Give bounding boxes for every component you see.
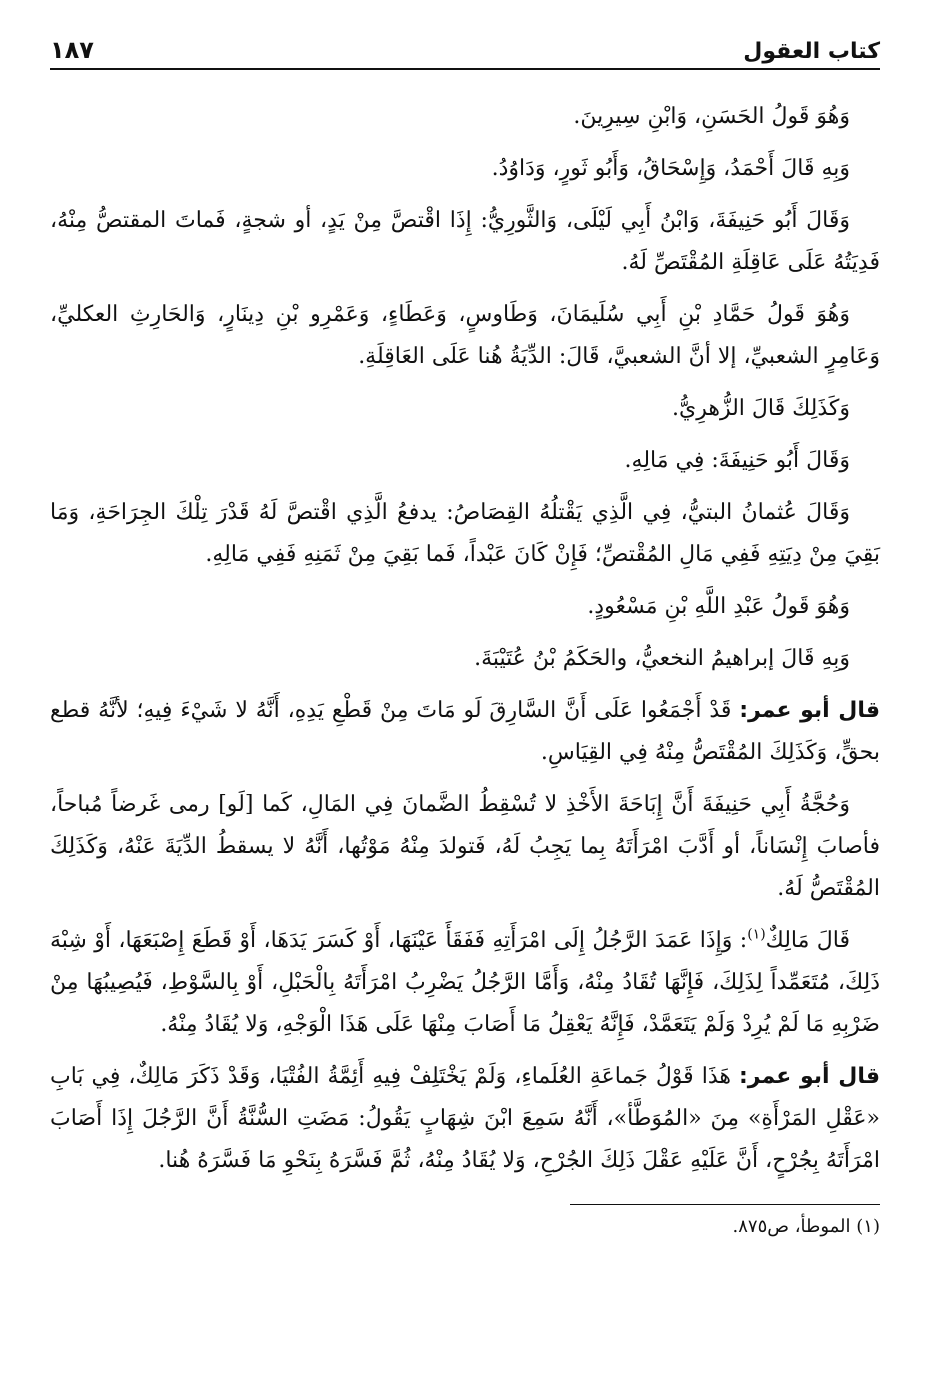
footnote: (١) الموطأ، ص٨٧٥. <box>732 1216 880 1237</box>
body-text <box>50 96 880 1182</box>
page-number: ١٨٧ <box>50 36 94 64</box>
footnote-divider <box>570 1204 880 1205</box>
page-header <box>50 30 880 70</box>
paragraph: وَقَالَ أَبُو حَنِيفَةَ: فِي مَالِهِ. <box>624 448 850 473</box>
paragraph: وَبِهِ قَالَ إبراهيمُ النخعيُّ، والحَكَمُ بْنُ عُتَيْبَةَ. <box>474 646 850 671</box>
paragraph: وَحُجَّةُ أَبِي حَنِيفَةَ أَنَّ إِبَاحَةَ الأَخْذِ لا تُسْقِطُ الضَّمانَ فِي المَالِ، كَما [لَو] رمى غَرضاً مُباحاً، فأصابَ إِنْسَاناً، أو أَدَّبَ امْرَأَتَهُ بِما يَجِبُ لَهُ، فَتولدَ مِنْهُ مَوْتُها، أَنَّهُ لا يسقطُ الدِّيَةَ عَنْهُ، وَكَذَلِكَ المُقْتَصُّ لَهُ. <box>50 792 880 901</box>
paragraph: قَالَ مَالِكٌ$^{(١)}$: وَإِذَا عَمَدَ الرَّجُلُ إِلَى امْرَأَتِهِ فَفَقَأَ عَيْنَهَا، أَوْ كَسَرَ يَدَهَا، أَوْ قَطَعَ إِصْبَعَهَا، أَوْ شِبْهَ ذَلِكَ، مُتَعَمِّداً لِذَلِكَ، فَإِنَّهَا تُقَادُ مِنْهُ، وَأَمَّا الرَّجُلُ يَضْرِبُ امْرَأَتَهُ بِالْحَبْلِ، أَوْ بِالسَّوْطِ، فَيُصِيبُهَا مِنْ ضَرْبِهِ مَا لَمْ يُرِدْ وَلَمْ يَتَعَمَّدْ، فَإِنَّهُ يَعْقِلُ مَا أَصَابَ مِنْهَا عَلَى هَذَا الْوَجْهِ، وَلا يُقَادُ مِنْهُ. <box>50 926 880 1037</box>
paragraph: قال أبو عمر: هَذَا قَوْلُ جَماعَةِ العُلَماءِ، وَلَمْ يَخْتَلِفْ فِيهِ أَئِمَّةُ الفُتْيَا، وَقَدْ ذَكَرَ مَالِكٌ، فِي بَابِ «عَقْلِ المَرْأَةِ» مِنَ «المُوَطَّأ»، أَنَّهُ سَمِعَ ابْنَ شِهَابٍ يَقُولُ: مَضَتِ السُّنَّةُ أَنَّ الرَّجُلَ إِذَا أَصَابَ امْرَأَتَهُ بِجُرْحٍ، أَنَّ عَلَيْهِ عَقْلَ ذَلِكَ الجُرْحِ، وَلا يُقَادُ مِنْهُ، ثُمَّ فَسَّرَهُ بِنَحْوِ مَا فَسَّرَهُ هُنا. <box>50 1064 880 1173</box>
paragraph: وَبِهِ قَالَ أَحْمَدُ، وَإِسْحَاقُ، وَأَبُو ثَورٍ، وَدَاوُدُ. <box>491 156 850 181</box>
paragraph: وَهُوَ قَولُ حَمَّادِ بْنِ أَبِي سُلَيمَانَ، وَطَاوسٍ، وَعَطَاءٍ، وَعَمْرِو بْنِ دِينَارٍ، وَالحَارِثِ العكليِّ، وَعَامِرٍ الشعبيِّ، إلا أنَّ الشعبيَّ، قَالَ: الدِّيَةُ هُنا عَلَى العَاقِلَةِ. <box>50 302 880 369</box>
footnote-marker: (١) <box>747 926 766 943</box>
speaker-label: قال أبو عمر: <box>739 698 881 723</box>
paragraph: وَهُوَ قَولُ عَبْدِ اللَّهِ بْنِ مَسْعُودٍ. <box>587 594 850 619</box>
speaker-label: قال أبو عمر: <box>739 1064 880 1089</box>
paragraph: وَهُوَ قَولُ الحَسَنِ، وَابْنِ سِيرِينَ. <box>573 104 850 129</box>
paragraph: وَقَالَ أَبُو حَنِيفَةَ، وَابْنُ أَبِي لَيْلَى، وَالثَّورِيُّ: إِذَا اقْتصَّ مِنْ يَدٍ، أو شجةٍ، فَماتَ المقتصُّ مِنْهُ، فَدِيَتُهُ عَلَى عَاقِلَةِ المُقْتَصِّ لَهُ. <box>50 208 880 275</box>
paragraph: وَكَذَلِكَ قَالَ الزُّهرِيُّ. <box>672 396 850 421</box>
book-title: كتاب العقول <box>743 39 880 64</box>
paragraph: وَقَالَ عُثمانُ البتيُّ، فِي الَّذِي يَقْتلُهُ القِصَاصُ: يدفعُ الَّذِي اقْتصَّ لَهُ قَدْرَ تِلْكَ الجِرَاحَةِ، وَمَا بَقِيَ مِنْ دِيَتِهِ فَفِي مَالِ المُقْتصِّ؛ فَإِنْ كَانَ عَبْداً، فَما بَقِيَ مِنْ ثَمَنِهِ فَفِي مَالِهِ. <box>50 500 880 567</box>
paragraph: قال أبو عمر: قَدْ أَجْمَعُوا عَلَى أَنَّ السَّارِقَ لَو مَاتَ مِنْ قَطْعِ يَدِهِ، أَنَّهُ لا شَيْءَ فِيهِ؛ لأنَّهُ قطع بحقٍّ، وَكَذَلِكَ المُقْتَصُّ مِنْهُ فِي القِيَاسِ. <box>50 698 881 765</box>
